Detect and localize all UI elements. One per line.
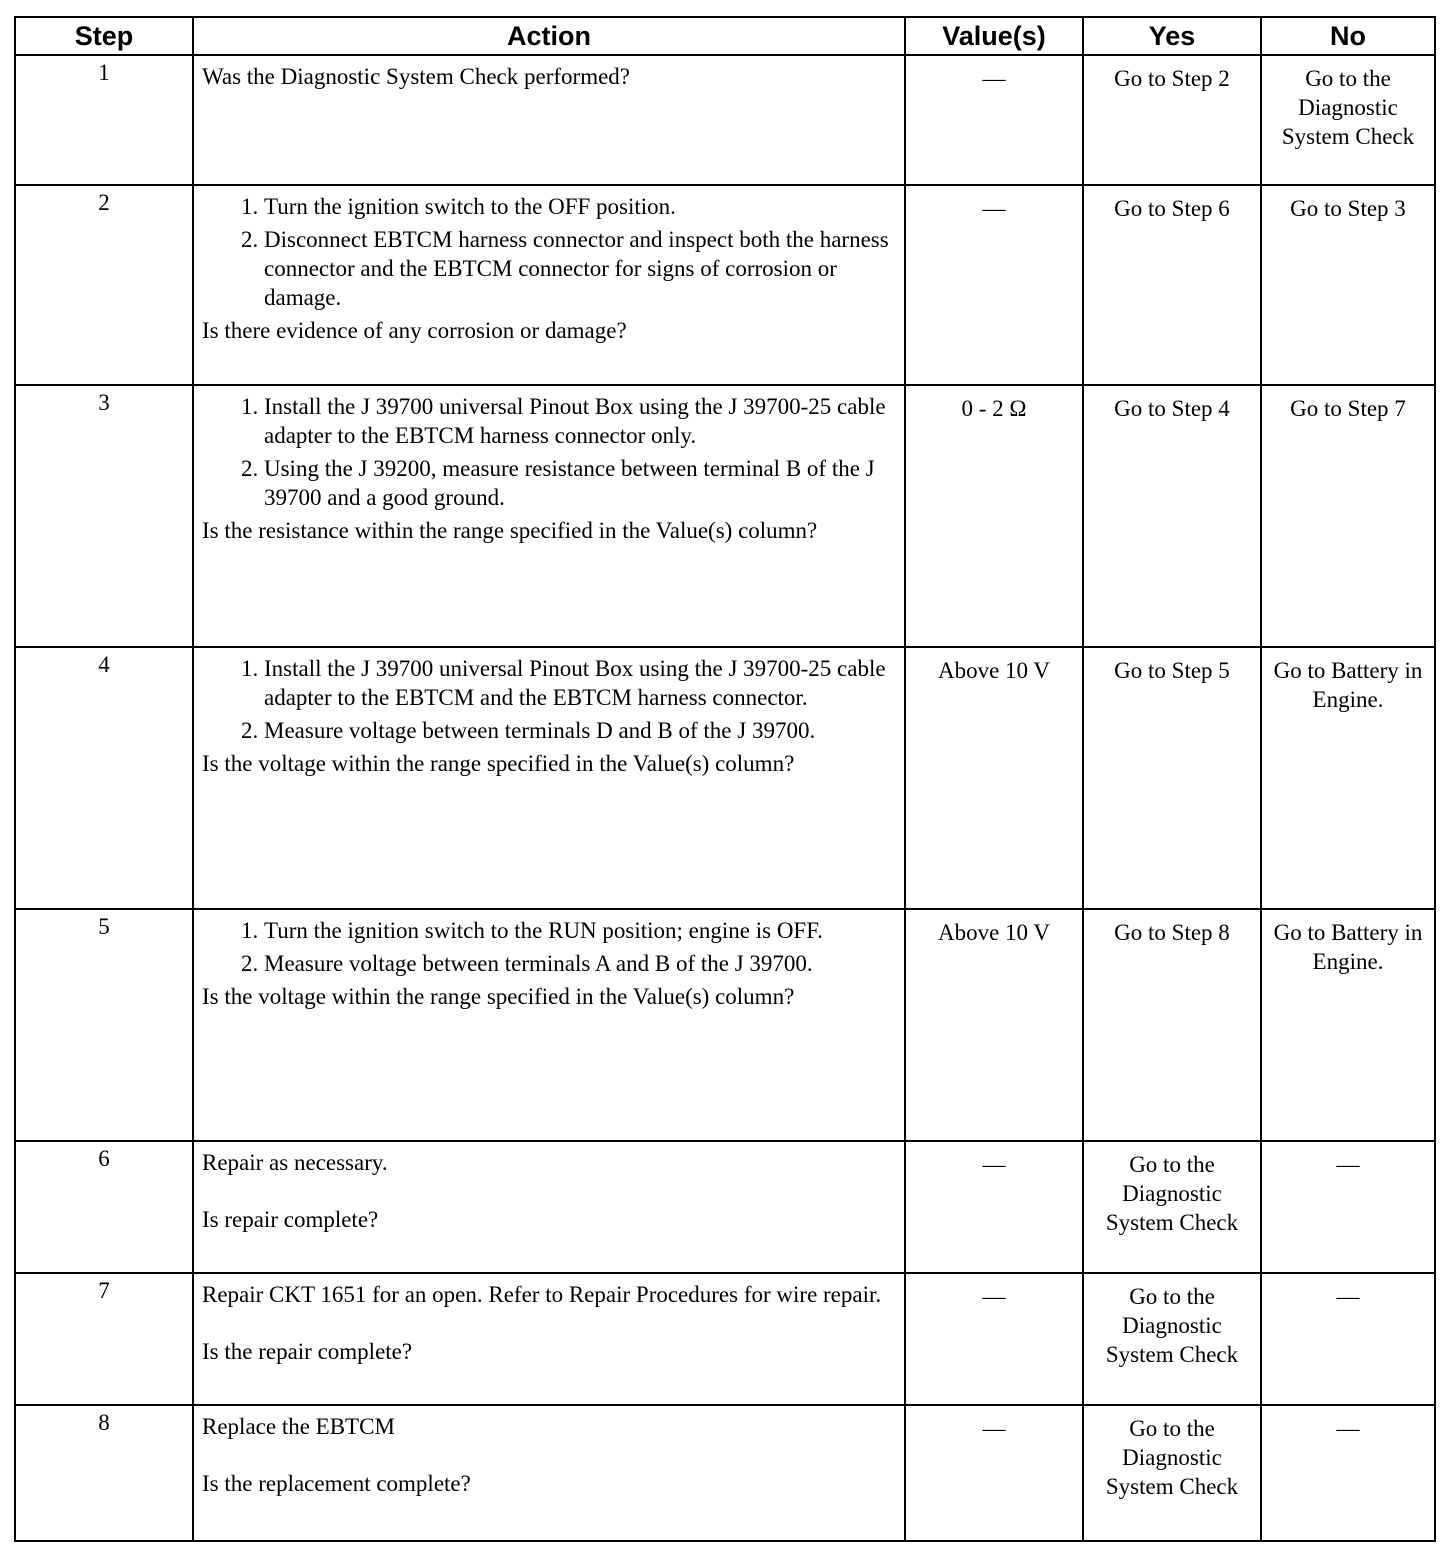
action-question: Is the voltage within the range specified in the Value(s) column?	[202, 984, 795, 1009]
action-text: Was the Diagnostic System Check performed?	[202, 64, 631, 89]
table-row	[15, 385, 1435, 647]
value-cell: Above 10 V	[905, 647, 1083, 909]
value-cell: —	[905, 1141, 1083, 1273]
value-cell: —	[905, 55, 1083, 185]
diagnostic-table	[14, 16, 1436, 1542]
action-cell	[193, 647, 905, 909]
table-row	[15, 185, 1435, 385]
header-row	[15, 17, 1435, 55]
no-cell: —	[1261, 1273, 1435, 1405]
action-step-item: 1. Install the J 39700 universal Pinout Box using the J 39700-25 cable adapter to the EBTCM and the EBTCM harness connector.	[264, 654, 896, 712]
table-row	[15, 55, 1435, 185]
value-cell: Above 10 V	[905, 909, 1083, 1141]
value-cell: —	[905, 1405, 1083, 1541]
no-cell: Go to Battery in Engine.	[1261, 909, 1435, 1141]
action-step-item: 1. Turn the ignition switch to the RUN position; engine is OFF.	[264, 916, 896, 945]
yes-cell: Go to the Diagnostic System Check	[1083, 1141, 1261, 1273]
action-step-item: 2. Measure voltage between terminals A and B of the J 39700.	[264, 949, 896, 978]
action-step-item: 1. Install the J 39700 universal Pinout Box using the J 39700-25 cable adapter to the EBTCM harness connector only.	[264, 392, 896, 450]
action-steps-list	[204, 916, 896, 982]
action-text: Repair as necessary.	[202, 1150, 388, 1175]
yes-cell: Go to Step 5	[1083, 647, 1261, 909]
header-no: No	[1261, 17, 1435, 55]
table-row	[15, 909, 1435, 1141]
action-question: Is the voltage within the range specified in the Value(s) column?	[202, 751, 795, 776]
yes-cell: Go to Step 6	[1083, 185, 1261, 385]
action-text: Repair CKT 1651 for an open. Refer to Repair Procedures for wire repair.	[202, 1282, 882, 1307]
action-question: Is the replacement complete?	[202, 1471, 471, 1496]
value-cell: 0 - 2 Ω	[905, 385, 1083, 647]
no-cell: Go to the Diagnostic System Check	[1261, 55, 1435, 185]
table-row	[15, 1141, 1435, 1273]
action-steps-list	[204, 392, 896, 516]
no-cell: —	[1261, 1141, 1435, 1273]
step-number: 6	[15, 1141, 193, 1273]
action-step-item: 2. Measure voltage between terminals D and B of the J 39700.	[264, 716, 896, 745]
step-number: 4	[15, 647, 193, 909]
value-cell: —	[905, 185, 1083, 385]
yes-cell: Go to Step 2	[1083, 55, 1261, 185]
table-row	[15, 1405, 1435, 1541]
action-step-item: 2. Using the J 39200, measure resistance between terminal B of the J 39700 and a good ground.	[264, 454, 896, 512]
step-number: 2	[15, 185, 193, 385]
header-action: Action	[193, 17, 905, 55]
action-cell	[193, 385, 905, 647]
yes-cell: Go to the Diagnostic System Check	[1083, 1273, 1261, 1405]
action-steps-list	[204, 654, 896, 749]
yes-cell: Go to the Diagnostic System Check	[1083, 1405, 1261, 1541]
step-number: 7	[15, 1273, 193, 1405]
action-question: Is the repair complete?	[202, 1339, 413, 1364]
action-cell	[193, 1141, 905, 1273]
header-yes: Yes	[1083, 17, 1261, 55]
action-step-item: 2. Disconnect EBTCM harness connector and inspect both the harness connector and the EBTCM connector for signs of corrosion or damage.	[264, 225, 896, 312]
action-cell	[193, 185, 905, 385]
action-question: Is there evidence of any corrosion or damage?	[202, 318, 627, 343]
step-number: 1	[15, 55, 193, 185]
header-values: Value(s)	[905, 17, 1083, 55]
header-step: Step	[15, 17, 193, 55]
table-row	[15, 647, 1435, 909]
no-cell: Go to Battery in Engine.	[1261, 647, 1435, 909]
action-steps-list	[204, 192, 896, 316]
no-cell: Go to Step 7	[1261, 385, 1435, 647]
no-cell: —	[1261, 1405, 1435, 1541]
action-cell	[193, 909, 905, 1141]
step-number: 3	[15, 385, 193, 647]
action-cell	[193, 1273, 905, 1405]
action-step-item: 1. Turn the ignition switch to the OFF position.	[264, 192, 896, 221]
step-number: 5	[15, 909, 193, 1141]
action-text: Replace the EBTCM	[202, 1414, 395, 1439]
table-row	[15, 1273, 1435, 1405]
yes-cell: Go to Step 8	[1083, 909, 1261, 1141]
value-cell: —	[905, 1273, 1083, 1405]
yes-cell: Go to Step 4	[1083, 385, 1261, 647]
action-cell	[193, 55, 905, 185]
no-cell: Go to Step 3	[1261, 185, 1435, 385]
action-question: Is repair complete?	[202, 1207, 379, 1232]
step-number: 8	[15, 1405, 193, 1541]
action-cell	[193, 1405, 905, 1541]
action-question: Is the resistance within the range specified in the Value(s) column?	[202, 518, 818, 543]
